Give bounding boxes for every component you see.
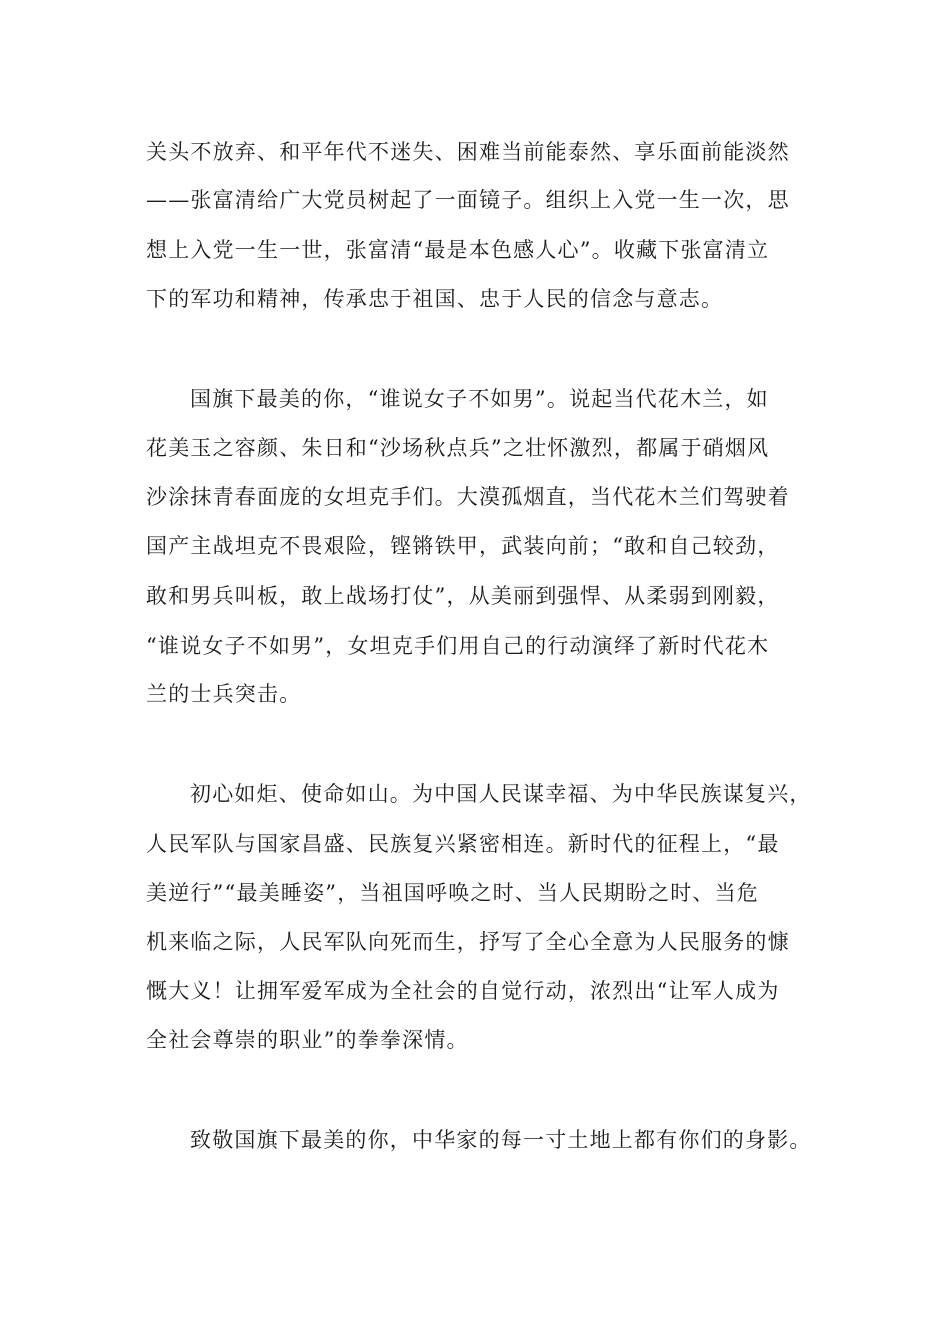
paragraph-3-line-3: 美逆行”“最美睡姿”，当祖国呼唤之时、当人民期盼之时、当危: [146, 881, 760, 905]
paragraph-2-line-2: 花美玉之容颜、朱日和“沙场秋点兵”之壮怀激烈，都属于硝烟风: [146, 436, 770, 460]
paragraph-1-line-4: 下的军功和精神，传承忠于祖国、忠于人民的信念与意志。: [146, 287, 724, 311]
paragraph-4-line-1: 致敬国旗下最美的你，中华家的每一寸土地上都有你们的身影。: [190, 1128, 812, 1152]
paragraph-3-line-5: 慨大义！让拥军爱军成为全社会的自觉行动，浓烈出“让军人成为: [146, 979, 780, 1003]
paragraph-3-line-2: 人民军队与国家昌盛、民族复兴紧密相连。新时代的征程上，“最: [146, 832, 780, 856]
paragraph-2-line-1: 国旗下最美的你，“谁说女子不如男”。说起当代花木兰，如: [190, 387, 769, 411]
paragraph-2-line-3: 沙涂抹青春面庞的女坦克手们。大漠孤烟直，当代花木兰们驾驶着: [146, 485, 790, 509]
paragraph-1-line-3: 想上入党一生一世，张富清“最是本色感人心”。收藏下张富清立: [146, 238, 770, 262]
paragraph-2-line-7: 兰的士兵突击。: [146, 682, 302, 706]
paragraph-2-line-4: 国产主战坦克不畏艰险，铿锵铁甲，武装向前；“敢和自己较劲，: [146, 534, 780, 558]
paragraph-1-line-2: ——张富清给广大党员树起了一面镜子。组织上入党一生一次，思: [146, 188, 790, 212]
paragraph-3-line-1: 初心如炬、使命如山。为中国人民谋幸福、为中华民族谋复兴，: [190, 782, 812, 806]
paragraph-3-line-4: 机来临之际，人民军队向死而生，抒写了全心全意为人民服务的慷: [146, 930, 790, 954]
paragraph-2-line-6: “谁说女子不如男”，女坦克手们用自己的行动演绎了新时代花木: [146, 634, 770, 658]
paragraph-1-line-1: 关头不放弃、和平年代不迷失、困难当前能泰然、享乐面前能淡然: [146, 140, 790, 164]
paragraph-2-line-5: 敢和男兵叫板，敢上战场打仗”，从美丽到强悍、从柔弱到刚毅，: [146, 584, 780, 608]
paragraph-3-line-6: 全社会尊崇的职业”的拳拳深情。: [146, 1028, 469, 1052]
